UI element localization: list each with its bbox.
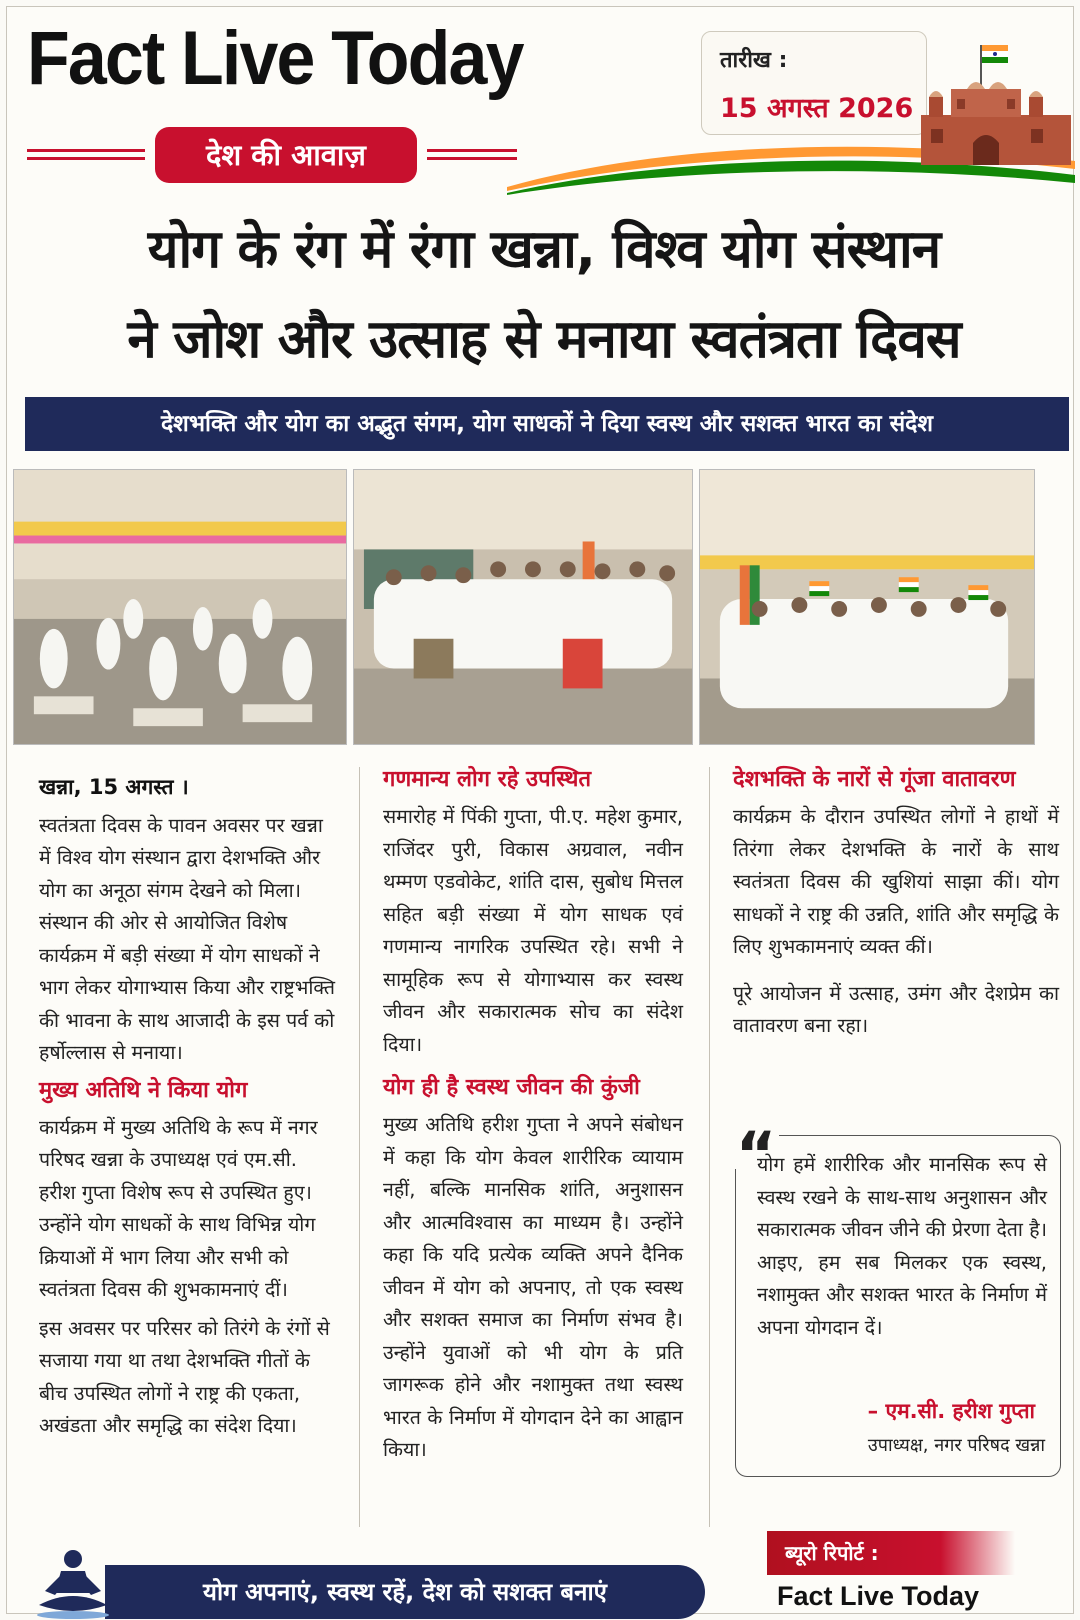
column2-para-1: समारोह में पिंकी गुप्ता, पी.ए. महेश कुमार, राजिंदर पुरी, विकास अग्रवाल, नवीन थम्मण एडवोकेट, शांति दास, सुबोध मित्तल सहित बड़ी संख्या में योग साधक एवं गणमान्य नागरिक उपस्थित रहे। सभी ने सामूहिक रूप से योगाभ्यास कर स्वस्थ जीवन और सकारात्मक सोच का संदेश दिया। xyxy=(383,805,683,1056)
column1-para-3: इस अवसर पर परिसर को तिरंगे के रंगों से सजाया गया था तथा देशभक्ति गीतों के बीच उपस्थित लोगों ने राष्ट्र की एकता, अखंडता और समृद्धि का संदेश दिया। xyxy=(39,1316,330,1437)
footer-slogan-bar: योग अपनाएं, स्वस्थ रहें, देश को सशक्त बनाएं xyxy=(105,1565,705,1619)
newspaper-page xyxy=(6,6,1074,1614)
tagline-rule-left xyxy=(27,149,145,152)
red-fort-icon xyxy=(911,37,1071,167)
column2-heading-2: योग ही है स्वस्थ जीवन की कुंजी xyxy=(383,1075,640,1100)
column1-para-1: स्वतंत्रता दिवस के पावन अवसर पर खन्ना में विश्व योग संस्थान द्वारा देशभक्ति और योग का अनूठा संगम देखने को मिला। संस्थान की ओर से आयोजित विशेष कार्यक्रम में बड़ी संख्या में योग साधकों ने भाग लेकर योगाभ्यास किया और राष्ट्रभक्ति की भावना के साथ आजादी के इस पर्व को हर्षोल्लास से मनाया। xyxy=(39,813,335,1064)
tagline-banner xyxy=(27,127,527,187)
bureau-label: ब्यूरो रिपोर्ट : xyxy=(767,1531,1015,1575)
column1-heading-2: मुख्य अतिथि ने किया योग xyxy=(39,1077,248,1103)
photo-flags xyxy=(699,469,1035,745)
tagline-rule-right xyxy=(427,149,517,152)
column2-para-2: मुख्य अतिथि हरीश गुप्ता ने अपने संबोधन में कहा कि योग केवल शारीरिक व्यायाम नहीं, बल्कि मानसिक शांति, अनुशासन और आत्मविश्वास का माध्यम है। उन्होंने कहा कि यदि प्रत्येक व्यक्ति अपने दैनिक जीवन में योग को अपनाए, तो एक स्वस्थ और सशक्त समाज का निर्माण संभव है। उन्होंने युवाओं को भी योग के प्रति जागरूक होने और नशामुक्त तथा स्वस्थ भारत के निर्माण में योगदान देने का आह्वान किया। xyxy=(383,1113,683,1461)
article-column-3 xyxy=(733,767,1059,1049)
column3-para-1: कार्यक्रम के दौरान उपस्थित लोगों ने हाथों में तिरंगा लेकर देशभक्ति के नारों के साथ स्वतंत्रता दिवस की खुशियां साझा कीं। योग साधकों ने राष्ट्र की उन्नति, शांति और समृद्धि के लिए शुभकामनाएं व्यक्त कीं। xyxy=(733,805,1059,958)
tagline-rule-right-2 xyxy=(427,157,517,160)
article-column-2 xyxy=(383,767,683,1473)
subheadline-bar: देशभक्ति और योग का अद्भुत संगम, योग साधकों ने दिया स्वस्थ और सशक्त भारत का संदेश xyxy=(25,397,1069,451)
quote-author: – एम.सी. हरीश गुप्ता xyxy=(867,1399,1035,1423)
column3-heading-1: देशभक्ति के नारों से गूंजा वातावरण xyxy=(733,767,1016,792)
main-headline xyxy=(19,205,1069,385)
date-box xyxy=(701,31,927,135)
tagline-rule-left-2 xyxy=(27,157,145,160)
quote-text: योग हमें शारीरिक और मानसिक रूप से स्वस्थ रखने के साथ-साथ अनुशासन और सकारात्मक जीवन जीने की प्रेरणा देता है। आइए, हम सब मिलकर एक स्वस्थ, नशामुक्त और सशक्त भारत के निर्माण में अपना योगदान दें। xyxy=(757,1153,1047,1339)
column2-heading-1: गणमान्य लोग रहे उपस्थित xyxy=(383,767,592,792)
column-rule-1 xyxy=(359,767,360,1527)
photo-yoga-session xyxy=(13,469,347,745)
bureau-name: Fact Live Today xyxy=(777,1581,980,1611)
india-flag-icon xyxy=(981,45,1008,85)
headline-line-1: योग के रंग में रंगा खन्ना, विश्व योग संस्थान xyxy=(147,219,941,280)
meditating-yogi-icon xyxy=(31,1547,115,1620)
headline-line-2: ने जोश और उत्साह से मनाया स्वतंत्रता दिवस xyxy=(127,309,961,370)
article-column-1 xyxy=(39,771,335,1449)
date-value: 15 अगस्त 2026 xyxy=(720,93,914,124)
quote-icon: “ xyxy=(733,1125,779,1169)
photo-group xyxy=(353,469,693,745)
dateline: खन्ना, 15 अगस्त । xyxy=(39,775,189,799)
column-rule-2 xyxy=(709,767,710,1527)
column3-para-2: पूरे आयोजन में उत्साह, उमंग और देशप्रेम का वातावरण बना रहा। xyxy=(733,981,1059,1037)
date-label: तारीख : xyxy=(720,48,788,73)
quote-author-role: उपाध्यक्ष, नगर परिषद खन्ना xyxy=(867,1435,1045,1456)
tagline-badge: देश की आवाज़ xyxy=(155,127,417,183)
column1-para-2: कार्यक्रम में मुख्य अतिथि के रूप में नगर परिषद खन्ना के उपाध्यक्ष एवं एम.सी. हरीश गुप्ता विशेष रूप से उपस्थित हुए। उन्होंने योग साधकों के साथ विभिन्न योग क्रियाओं में भाग लिया और सभी को स्वतंत्रता दिवस की शुभकामनाएं दीं। xyxy=(39,1115,318,1301)
masthead-title: Fact Live Today xyxy=(27,16,523,101)
